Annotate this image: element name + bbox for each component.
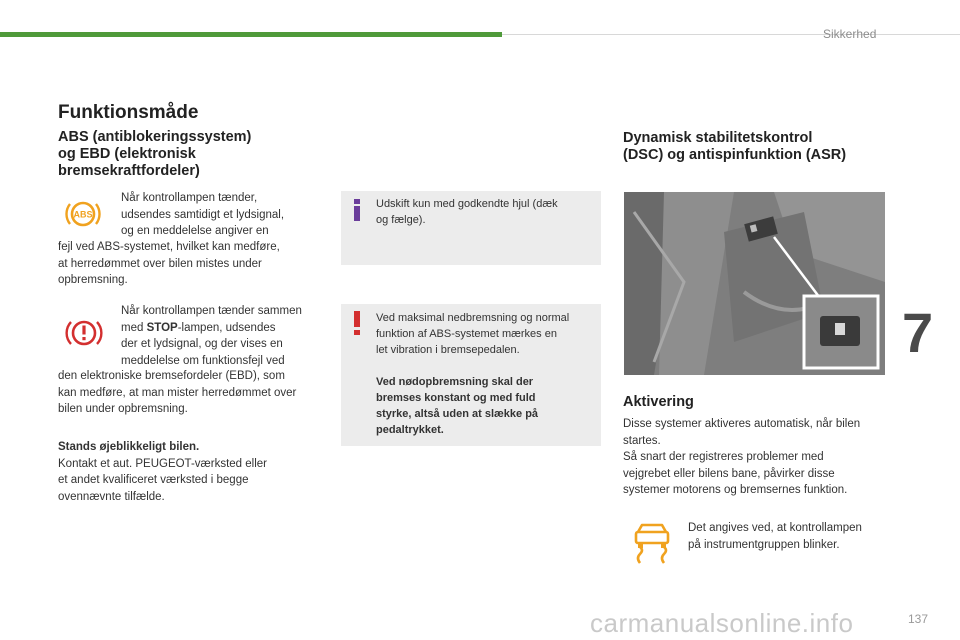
abs-para2-indented: Når kontrollampen tænder sammen med STOP-lampen, udsendes der et lydsignal, og der vises en meddelelse om funktionsfejl ved bbox=[121, 305, 302, 367]
info-box-text: Udskift kun med godkendte hjul (dæk og fælge). bbox=[376, 198, 558, 226]
top-accent-bar bbox=[0, 32, 502, 37]
warning-box-bold-text: Ved nødopbremsning skal der bremses konstant og med fuld styrke, altså uden at slække på pedaltrykket. bbox=[376, 376, 539, 436]
dashboard-photo bbox=[624, 192, 885, 375]
activation-text: Disse systemer aktiveres automatisk, når bilen startes. Så snart der registreres problemer med vejgrebet eller bilens bane, påvirker disse systemer motorens og bremsernes funktion. bbox=[623, 418, 861, 496]
warning-box-text: Ved maksimal nedbremsning og normal funktion af ABS-systemet mærkes en let vibration i bremsepedalen. bbox=[376, 312, 570, 356]
stop-lamp-label: STOP bbox=[146, 321, 178, 334]
brake-fault-lamp-icon bbox=[63, 315, 105, 351]
abs-para2-full: den elektroniske bremsefordeler (EBD), som kan medføre, at man mister herredømmet over bilen under opbremsning. bbox=[58, 370, 297, 415]
abs-warning-lamp-icon bbox=[63, 196, 103, 232]
chapter-number: 7 bbox=[902, 301, 934, 364]
dsc-heading: Dynamisk stabilitetskontrol (DSC) og antispinfunktion (ASR) bbox=[623, 130, 847, 163]
dsc-skid-car-icon bbox=[632, 523, 672, 565]
stop-instruction: Stands øjeblikkeligt bilen. Kontakt et aut. PEUGEOT-værksted eller et andet kvalificeret værksted i begge ovennævnte tilfælde. bbox=[58, 441, 267, 503]
page-number: 137 bbox=[908, 612, 929, 626]
info-icon bbox=[352, 199, 362, 221]
page-title: Funktionsmåde bbox=[58, 102, 199, 123]
svg-text:ABS: ABS bbox=[73, 209, 93, 220]
section-label: Sikkerhed bbox=[823, 27, 877, 41]
activation-heading: Aktivering bbox=[623, 394, 694, 410]
abs-para1-indented: Når kontrollampen tænder, udsendes samtidigt et lydsignal, og en meddelelse angiver en bbox=[121, 192, 285, 237]
abs-para1-full: fejl ved ABS-systemet, hvilket kan medføre, at herredømmet over bilen mistes under opbremsning. bbox=[58, 241, 280, 286]
exclamation-icon bbox=[352, 311, 362, 335]
watermark: carmanualsonline.info bbox=[590, 608, 854, 638]
top-rule bbox=[502, 34, 960, 35]
abs-heading: ABS (antiblokeringssystem) og EBD (elektronisk bremsekraftfordeler) bbox=[58, 129, 252, 179]
dsc-lamp-text: Det angives ved, at kontrollampen på instrumentgruppen blinker. bbox=[688, 522, 862, 551]
